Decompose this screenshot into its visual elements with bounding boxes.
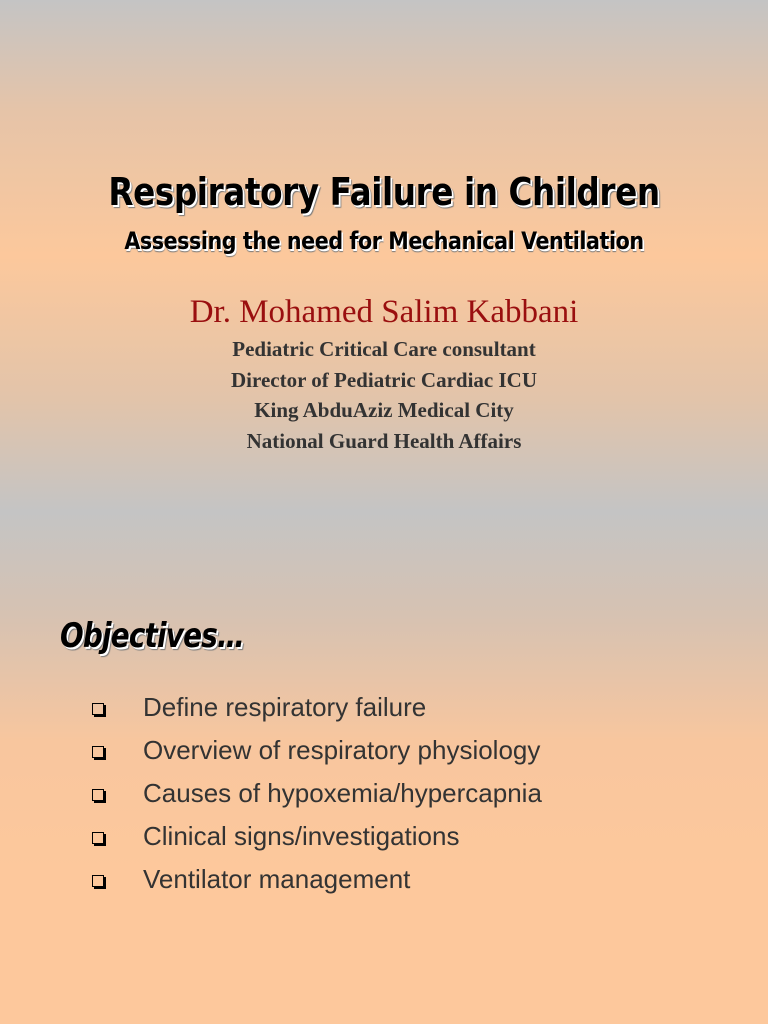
objective-text: Define respiratory failure — [143, 692, 427, 722]
hollow-square-bullet-icon — [92, 875, 104, 887]
affiliation-line: Pediatric Critical Care consultant — [232, 337, 536, 361]
affiliation-line: National Guard Health Affairs — [246, 429, 522, 453]
hollow-square-bullet-icon — [92, 703, 104, 715]
affiliation-line: King AbduAziz Medical City — [254, 398, 514, 422]
hollow-square-bullet-icon — [92, 832, 104, 844]
hollow-square-bullet-icon — [92, 746, 104, 758]
author-name: Dr. Mohamed Salim Kabbani — [189, 294, 579, 330]
slide-title: Respiratory Failure in Children — [108, 170, 660, 214]
objectives-slide — [0, 512, 768, 1024]
objective-text: Causes of hypoxemia/hypercapnia — [143, 778, 542, 808]
objective-text: Overview of respiratory physiology — [143, 735, 541, 765]
affiliation-line: Director of Pediatric Cardiac ICU — [231, 368, 537, 392]
objective-text: Clinical signs/investigations — [143, 821, 460, 851]
objective-text: Ventilator management — [143, 864, 411, 894]
slide-subtitle: Assessing the need for Mechanical Ventilation — [124, 227, 644, 255]
hollow-square-bullet-icon — [92, 789, 104, 801]
objectives-heading: Objectives… — [60, 616, 245, 656]
